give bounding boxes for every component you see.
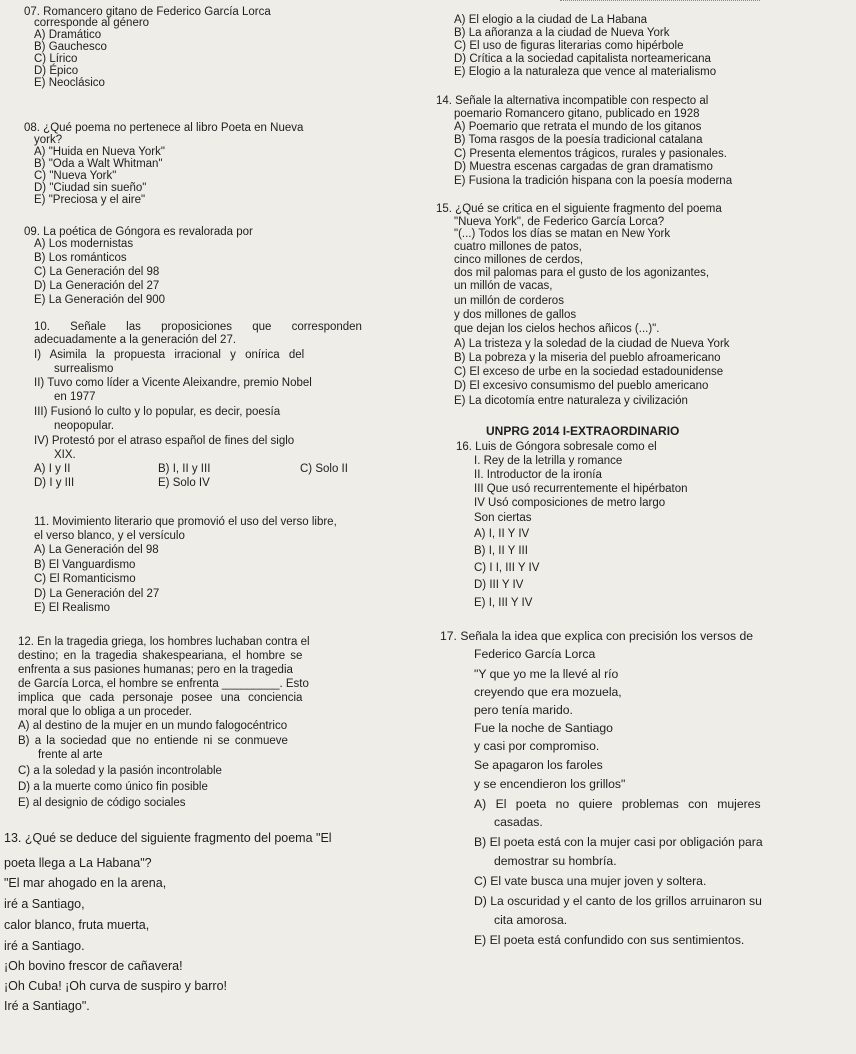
q08-option-a[interactable]: A) "Huida en Nueva York" (34, 146, 165, 158)
q09-option-a[interactable]: A) Los modernistas (34, 238, 134, 250)
q07-right-option-c[interactable]: C) El uso de figuras literarias como hipérbole (454, 40, 684, 52)
q13-verse-2: iré a Santiago, (4, 897, 85, 911)
q12-stem-line-6: moral que lo obliga a un proceder. (18, 706, 192, 718)
q15-option-c[interactable]: C) El exceso de urbe en la sociedad estadounidense (454, 366, 724, 378)
q15-verse-4: dos mil palomas para el gusto de los agonizantes, (454, 267, 710, 279)
q07-option-a[interactable]: A) Dramático (34, 29, 102, 41)
q17-verse-4: Fue la noche de Santiago (474, 721, 613, 735)
q15-option-e[interactable]: E) La dicotomía entre naturaleza y civilización (454, 395, 688, 407)
q14-stem: 14. Señale la alternativa incompatible con respecto al (436, 95, 709, 107)
q13-verse-7: Iré a Santiago". (4, 999, 90, 1013)
q17-stem-cont: Federico García Lorca (474, 647, 596, 661)
q10-option-d[interactable]: D) I y III (34, 477, 75, 489)
q14-stem-cont: poemario Romancero gitano, publicado en 1928 (454, 108, 700, 120)
q10-prop-2: II) Tuvo como líder a Vicente Aleixandre, premio Nobel (34, 377, 312, 389)
q15-stem-cont: "Nueva York", de Federico García Lorca? (454, 216, 665, 228)
q07-option-d[interactable]: D) Épico (34, 65, 79, 77)
q12-option-e[interactable]: E) al designio de código sociales (18, 797, 186, 809)
q09-option-c[interactable]: C) La Generación del 98 (34, 266, 160, 278)
q08-stem-cont: york? (34, 134, 63, 146)
q11-option-c[interactable]: C) El Romanticismo (34, 573, 136, 585)
q16-prop-3: III Que usó recurrentemente el hipérbaton (474, 483, 688, 495)
q17-verse-1: "Y que yo me la llevé al río (474, 667, 619, 681)
q10-prop-1-cont: surrealismo (54, 363, 114, 375)
q14-option-e[interactable]: E) Fusiona la tradición hispana con la poesía moderna (454, 175, 733, 187)
q14-option-b[interactable]: B) Toma rasgos de la poesía tradicional catalana (454, 134, 703, 146)
q16-prop-4: IV Usó composiciones de metro largo (474, 497, 666, 509)
q14-option-c[interactable]: C) Presenta elementos trágicos, rurales y pasionales. (454, 148, 727, 160)
q11-option-b[interactable]: B) El Vanguardismo (34, 559, 136, 571)
section-header: UNPRG 2014 I-EXTRAORDINARIO (486, 424, 680, 438)
q13-verse-6: ¡Oh Cuba! ¡Oh curva de suspiro y barro! (4, 979, 228, 993)
q07-right-option-e[interactable]: E) Elogio a la naturaleza que vence al materialismo (454, 66, 717, 78)
q12-stem-line-2: destino; en la tragedia shakespeariana, el hombre se (18, 650, 303, 662)
q17-verse-2: creyendo que era mozuela, (474, 685, 622, 699)
q11-stem-cont: el verso blanco, y el versículo (34, 530, 185, 542)
q17-verse-6: Se apagaron los faroles (474, 758, 603, 772)
q16-option-c[interactable]: C) I I, III Y IV (474, 562, 540, 574)
q16-option-d[interactable]: D) III Y IV (474, 579, 524, 591)
q09-option-d[interactable]: D) La Generación del 27 (34, 280, 160, 292)
q17-option-d[interactable]: D) La oscuridad y el canto de los grillos arruinaron su (474, 894, 762, 908)
q12-stem-line-3: enfrenta a sus pasiones humanas; pero en la tragedia (18, 664, 293, 676)
q11-option-e[interactable]: E) El Realismo (34, 602, 111, 614)
q11-stem: 11. Movimiento literario que promovió el uso del verso libre, (34, 516, 337, 528)
q15-option-a[interactable]: A) La tristeza y la soledad de la ciudad de Nueva York (454, 338, 730, 350)
q16-son-ciertas: Son ciertas (474, 512, 532, 524)
q16-option-b[interactable]: B) I, II Y III (474, 545, 528, 557)
q15-verse-6: un millón de corderos (454, 295, 564, 307)
q17-option-b[interactable]: B) El poeta está con la mujer casi por obligación para (474, 835, 763, 849)
q15-verse-8: que dejan los cielos hechos añicos (...)". (454, 323, 660, 335)
q08-option-b[interactable]: B) "Oda a Walt Whitman" (34, 158, 163, 170)
q10-prop-3-cont: neopopular. (54, 420, 115, 432)
q12-stem-line-1: 12. En la tragedia griega, los hombres luchaban contra el (18, 636, 310, 648)
q17-option-b-cont: demostrar su hombría. (494, 854, 617, 868)
page-top-edge (560, 0, 760, 3)
q16-option-a[interactable]: A) I, II Y IV (474, 528, 530, 540)
q13-stem: 13. ¿Qué se deduce del siguiente fragmento del poema "El (4, 831, 332, 845)
q07-option-e[interactable]: E) Neoclásico (34, 77, 105, 89)
q13-verse-4: iré a Santiago. (4, 939, 85, 953)
q10-prop-3: III) Fusionó lo culto y lo popular, es decir, poesía (34, 406, 281, 418)
q17-stem: 17. Señala la idea que explica con precisión los versos de (440, 629, 754, 643)
q17-option-d-cont: cita amorosa. (494, 913, 568, 927)
q12-option-c[interactable]: C) a la soledad y la pasión incontrolable (18, 765, 222, 777)
q08-option-c[interactable]: C) "Nueva York" (34, 170, 117, 182)
q07-right-option-a[interactable]: A) El elogio a la ciudad de La Habana (454, 14, 648, 26)
q07-stem-cont: corresponde al género (34, 17, 150, 29)
q10-prop-4: IV) Protestó por el atraso español de fines del siglo (34, 435, 295, 447)
q16-stem: 16. Luis de Góngora sobresale como el (456, 441, 657, 453)
q10-stem-cont: adecuadamente a la generación del 27. (34, 334, 237, 346)
q10-prop-1: I) Asimila la propuesta irracional y onírica del (34, 349, 305, 361)
q11-option-d[interactable]: D) La Generación del 27 (34, 588, 160, 600)
q08-stem: 08. ¿Qué poema no pertenece al libro Poeta en Nueva (24, 122, 304, 134)
q15-verse-1: "(...) Todos los días se matan en New York (454, 228, 671, 240)
q16-prop-1: I. Rey de la letrilla y romance (474, 455, 623, 467)
q12-stem-line-4: de García Lorca, el hombre se enfrenta _________. Esto (18, 678, 309, 690)
q08-option-e[interactable]: E) "Preciosa y el aire" (34, 194, 146, 206)
q15-verse-2: cuatro millones de patos, (454, 241, 582, 253)
q10-option-b[interactable]: B) I, II y III (158, 463, 211, 475)
q12-option-b[interactable]: B) a la sociedad que no entiende ni se conmueve (18, 735, 288, 747)
q12-option-d[interactable]: D) a la muerte como único fin posible (18, 781, 208, 793)
q14-option-d[interactable]: D) Muestra escenas cargadas de gran dramatismo (454, 161, 713, 173)
q10-option-e[interactable]: E) Solo IV (158, 477, 210, 489)
q14-option-a[interactable]: A) Poemario que retrata el mundo de los gitanos (454, 121, 702, 133)
q09-stem: 09. La poética de Góngora es revalorada por (24, 226, 253, 238)
q11-option-a[interactable]: A) La Generación del 98 (34, 544, 159, 556)
q10-prop-2-cont: en 1977 (54, 391, 96, 403)
q15-option-d[interactable]: D) El excesivo consumismo del pueblo americano (454, 380, 709, 392)
q13-verse-5: ¡Oh bovino frescor de cañavera! (4, 959, 183, 973)
q17-verse-3: pero tenía marido. (474, 703, 573, 717)
q09-option-e[interactable]: E) La Generación del 900 (34, 294, 166, 306)
q09-option-b[interactable]: B) Los románticos (34, 252, 127, 264)
q12-option-a[interactable]: A) al destino de la mujer en un mundo falogocéntrico (18, 720, 288, 732)
q15-verse-3: cinco millones de cerdos, (454, 254, 584, 266)
q17-option-c[interactable]: C) El vate busca una mujer joven y soltera. (474, 874, 707, 888)
q16-option-e[interactable]: E) I, III Y IV (474, 597, 533, 609)
q15-verse-7: y dos millones de gallos (454, 309, 577, 321)
q12-stem-line-5: implica que cada personaje posee una conciencia (18, 692, 303, 704)
q17-verse-5: y casi por compromiso. (474, 739, 600, 753)
q07-stem: 07. Romancero gitano de Federico García Lorca (24, 6, 271, 18)
q15-verse-5: un millón de vacas, (454, 280, 553, 292)
q13-stem-cont: poeta llega a La Habana"? (4, 856, 152, 870)
q07-option-c[interactable]: C) Lírico (34, 53, 78, 65)
q17-option-e[interactable]: E) El poeta está confundido con sus sentimientos. (474, 933, 745, 947)
q10-prop-4-cont: XIX. (54, 449, 76, 461)
q13-verse-1: "El mar ahogado en la arena, (4, 876, 167, 890)
q15-option-b[interactable]: B) La pobreza y la miseria del pueblo afroamericano (454, 352, 721, 364)
q15-stem: 15. ¿Qué se critica en el siguiente fragmento del poema (436, 203, 722, 215)
q08-option-d[interactable]: D) "Ciudad sin sueño" (34, 182, 147, 194)
q07-option-b[interactable]: B) Gauchesco (34, 41, 107, 53)
q07-right-option-b[interactable]: B) La añoranza a la ciudad de Nueva York (454, 27, 670, 39)
q13-verse-3: calor blanco, fruta muerta, (4, 918, 150, 932)
q07-right-option-d[interactable]: D) Crítica a la sociedad capitalista norteamericana (454, 53, 711, 65)
q12-option-b-cont: frente al arte (38, 749, 103, 761)
q17-option-a-cont: casadas. (494, 815, 543, 829)
q10-stem: 10. Señale las proposiciones que corresponden (34, 321, 362, 333)
q17-verse-7: y se encendieron los grillos" (474, 777, 626, 791)
q17-option-a[interactable]: A) El poeta no quiere problemas con mujeres (474, 797, 761, 811)
q10-option-c[interactable]: C) Solo II (300, 463, 348, 475)
q10-option-a[interactable]: A) I y II (34, 463, 71, 475)
q16-prop-2: II. Introductor de la ironía (474, 469, 602, 481)
